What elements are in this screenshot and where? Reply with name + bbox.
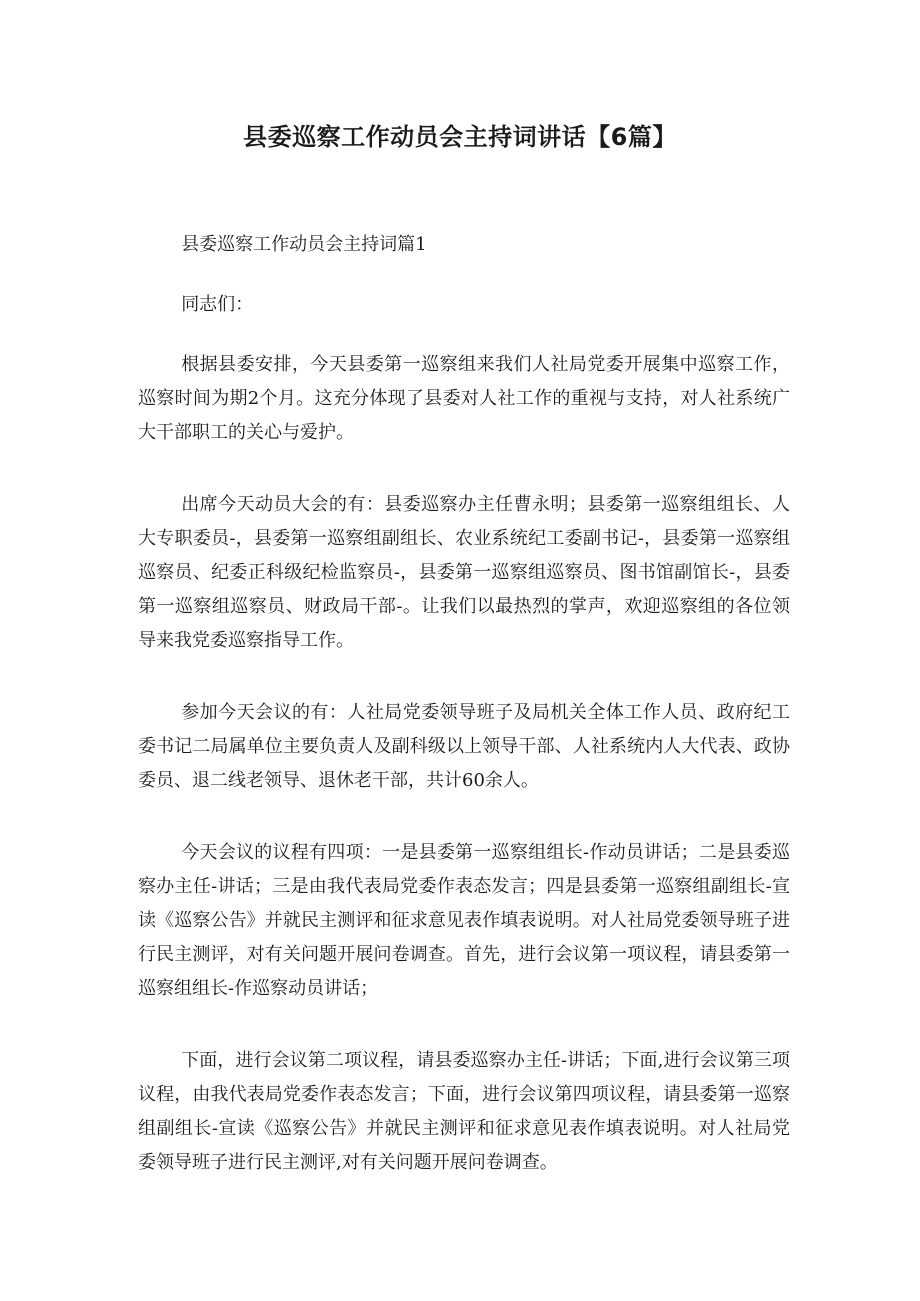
section-heading: 县委巡察工作动员会主持词篇1	[181, 234, 427, 255]
paragraph-2: 出席今天动员大会的有：县委巡察办主任曹永明；县委第一巡察组组长、人大专职委员-，县委第一巡察组副组长、农业系统纪工委副书记-，县委第一巡察组巡察员、纪委正科级纪检监察员-，县委第一巡察组巡察员、图书馆副馆长-，县委第一巡察组巡察员、财政局干部-。让我们以最热烈的掌声，欢迎巡察组的各位领导来我党委巡察指导工作。	[138, 494, 790, 651]
document-body	[138, 228, 790, 1180]
document-title: 县委巡察工作动员会主持词讲话【6篇】	[243, 123, 677, 151]
salutation: 同志们：	[181, 294, 254, 315]
paragraph-5: 下面，进行会议第二项议程，请县委巡察办主任-讲话；下面,进行会议第三项议程，由我代表局党委作表态发言；下面，进行会议第四项议程，请县委第一巡察组副组长-宣读《巡察公告》并就民主测评和征求意见表作填表说明。对人社局党委领导班子进行民主测评,对有关问题开展问卷调查。	[138, 1050, 790, 1173]
paragraph-1: 根据县委安排，今天县委第一巡察组来我们人社局党委开展集中巡察工作，巡察时间为期2个月。这充分体现了县委对人社工作的重视与支持，对人社系统广大干部职工的关心与爱护。	[138, 354, 790, 443]
paragraph-3: 参加今天会议的有：人社局党委领导班子及局机关全体工作人员、政府纪工委书记二局属单位主要负责人及副科级以上领导干部、人社系统内人大代表、政协委员、退二线老领导、退休老干部，共计60余人。	[138, 702, 790, 791]
paragraph-4: 今天会议的议程有四项：一是县委第一巡察组组长-作动员讲话；二是县委巡察办主任-讲话；三是由我代表局党委作表态发言；四是县委第一巡察组副组长-宣读《巡察公告》并就民主测评和征求意见表作填表说明。对人社局党委领导班子进行民主测评，对有关问题开展问卷调查。首先，进行会议第一项议程，请县委第一巡察组组长-作巡察动员讲话；	[138, 842, 790, 999]
